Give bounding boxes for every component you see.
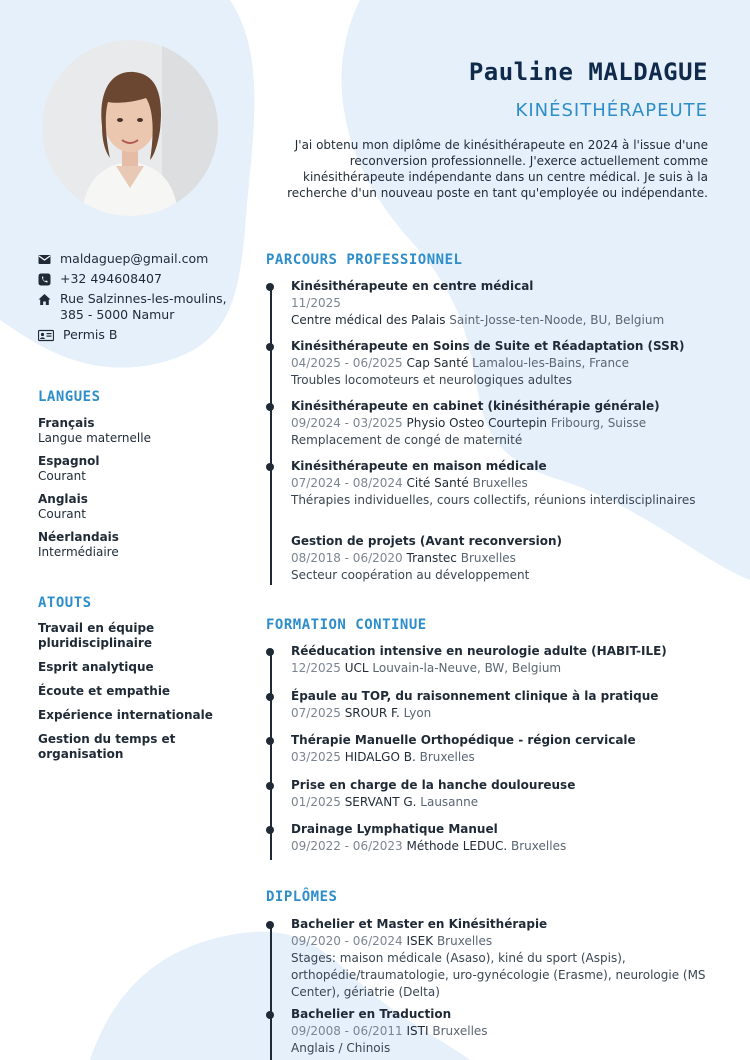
language-level: Intermédiaire [38, 545, 119, 559]
experience-heading: PARCOURS PROFESSIONNEL [266, 252, 463, 268]
entry-location: Bruxelles [432, 1024, 488, 1038]
language-name: Espagnol [38, 454, 100, 468]
training-entry [291, 643, 721, 677]
home-icon [38, 293, 51, 306]
profile-photo [42, 40, 218, 216]
timeline-dot [266, 782, 274, 790]
id-card-icon [38, 329, 54, 342]
entry-org: Cap Santé [406, 356, 469, 370]
entry-org: Cité Santé [406, 476, 469, 490]
entry-title: Kinésithérapeute en maison médicale [291, 459, 547, 473]
timeline-dot [266, 648, 274, 656]
address-text: Rue Salzinnes-les-moulins, 385 - 5000 Namur [60, 291, 227, 322]
entry-title: Drainage Lymphatique Manuel [291, 822, 498, 836]
entry-date: 09/2024 - 03/2025 [291, 416, 403, 430]
entry-date: 07/2025 [291, 706, 341, 720]
entry-title: Bachelier et Master en Kinésithérapie [291, 917, 548, 931]
job-title: KINÉSITHÉRAPEUTE [515, 100, 708, 121]
contact-license [38, 327, 238, 343]
entry-org: UCL [344, 661, 369, 675]
candidate-name: Pauline MALDAGUE [468, 58, 708, 86]
entry-date: 12/2025 [291, 661, 341, 675]
entry-title: Kinésithérapeute en centre médical [291, 279, 534, 293]
phone-text: +32 494608407 [60, 271, 162, 286]
entry-location: Bruxelles [436, 934, 493, 948]
entry-description: Secteur coopération au développement [291, 568, 530, 582]
entry-title: Épaule au TOP, du raisonnement clinique à la pratique [291, 689, 659, 703]
entry-title: Kinésithérapeute en cabinet (kinésithérapie générale) [291, 399, 660, 413]
timeline-dot [266, 1011, 274, 1019]
language-name: Français [38, 416, 95, 430]
languages-list [38, 416, 238, 568]
entry-date: 09/2022 - 06/2023 [291, 839, 403, 853]
entry-date: 09/2008 - 06/2011 [291, 1024, 403, 1038]
entry-title: Rééducation intensive en neurologie adulte (HABIT-ILE) [291, 644, 667, 658]
entry-location: Bruxelles [511, 839, 567, 853]
language-item [38, 416, 238, 446]
envelope-icon [38, 253, 51, 266]
experience-entry [291, 458, 721, 509]
language-level: Langue maternelle [38, 431, 151, 445]
entry-org: SERVANT G. [344, 795, 417, 809]
experience-entry [291, 278, 721, 329]
timeline-dot [266, 463, 274, 471]
entry-org: Centre médical des Palais [291, 313, 446, 327]
entry-description: Remplacement de congé de maternité [291, 433, 523, 447]
language-name: Anglais [38, 492, 88, 506]
entry-location: Saint-Josse-ten-Noode, BU, Belgium [449, 313, 665, 327]
entry-location: Lausanne [420, 795, 479, 809]
atouts-heading: ATOUTS [38, 595, 92, 611]
training-entry [291, 688, 721, 722]
contact-email[interactable] [38, 251, 238, 267]
diplomas-heading: DIPLÔMES [266, 889, 338, 905]
entry-org: Physio Osteo Courtepin [406, 416, 548, 430]
timeline-dot [266, 283, 274, 291]
entry-date: 04/2025 - 06/2025 [291, 356, 403, 370]
entry-location: Lamalou-les-Bains, France [472, 356, 630, 370]
entry-location: Fribourg, Suisse [550, 416, 647, 430]
entry-title: Thérapie Manuelle Orthopédique - région cervicale [291, 733, 636, 747]
training-heading: FORMATION CONTINUE [266, 617, 427, 633]
atouts-list [38, 621, 238, 771]
experience-entry [291, 338, 721, 389]
entry-description: Thérapies individuelles, cours collectifs, réunions interdisciplinaires [291, 493, 696, 507]
entry-org: ISTI [406, 1024, 429, 1038]
experience-entry [291, 398, 721, 449]
contact-info [38, 251, 238, 347]
entry-location: Bruxelles [472, 476, 528, 490]
atout-item: Travail en équipe pluridisciplinaire [38, 621, 155, 650]
training-entry [291, 732, 721, 766]
entry-title: Prise en charge de la hanche douloureuse [291, 778, 576, 792]
entry-description: Stages: maison médicale (Asaso), kiné du sport (Aspis), orthopédie/traumatologie, uro-gynécologie (Erasme), neurologie (MS Center), gériatrie (Delta) [291, 951, 706, 999]
timeline-dot [266, 693, 274, 701]
entry-org: ISEK [406, 934, 434, 948]
language-item [38, 530, 238, 560]
languages-heading: LANGUES [38, 389, 101, 405]
entry-org: SROUR F. [344, 706, 400, 720]
entry-title: Bachelier en Traduction [291, 1007, 452, 1021]
entry-date: 08/2018 - 06/2020 [291, 551, 403, 565]
entry-title: Kinésithérapeute en Soins de Suite et Réadaptation (SSR) [291, 339, 685, 353]
diploma-entry [291, 916, 711, 1001]
entry-date: 09/2020 - 06/2024 [291, 934, 403, 948]
contact-address [38, 291, 238, 323]
entry-description: Anglais / Chinois [291, 1041, 391, 1055]
entry-org: HIDALGO B. [344, 750, 416, 764]
training-entry [291, 821, 721, 855]
atout-item: Esprit analytique [38, 660, 154, 674]
training-entry [291, 777, 721, 811]
experience-timeline [270, 285, 272, 585]
entry-date: 03/2025 [291, 750, 341, 764]
license-text: Permis B [63, 327, 118, 342]
intro-paragraph: J'ai obtenu mon diplôme de kinésithérapeute en 2024 à l'issue d'une reconversion professionnelle. J'exerce actuellement comme kinésithérapeute indépendante dans un centre médical. Je suis à la recherche d'un nouveau poste en tant qu'employée ou indépendante. [287, 138, 708, 200]
entry-location: Lyon [403, 706, 432, 720]
atout-item: Écoute et empathie [38, 684, 171, 698]
entry-date: 11/2025 [291, 296, 341, 310]
atout-item: Gestion du temps et organisation [38, 732, 176, 761]
entry-date: 01/2025 [291, 795, 341, 809]
language-level: Courant [38, 507, 86, 521]
entry-date: 07/2024 - 08/2024 [291, 476, 403, 490]
entry-location: Louvain-la-Neuve, BW, Belgium [372, 661, 562, 675]
diplomas-timeline [270, 922, 272, 1060]
entry-location: Bruxelles [460, 551, 516, 565]
entry-org: Méthode LEDUC. [406, 839, 508, 853]
timeline-dot [266, 403, 274, 411]
atout-item: Expérience internationale [38, 708, 213, 722]
phone-icon [38, 273, 51, 286]
timeline-dot [266, 826, 274, 834]
entry-title: Gestion de projets (Avant reconversion) [291, 534, 562, 548]
experience-entry [291, 533, 721, 584]
language-name: Néerlandais [38, 530, 119, 544]
email-text: maldaguep@gmail.com [60, 251, 209, 266]
entry-description: Troubles locomoteurs et neurologiques adultes [291, 373, 572, 387]
contact-phone[interactable] [38, 271, 238, 287]
language-item [38, 454, 238, 484]
entry-org: Transtec [406, 551, 457, 565]
language-level: Courant [38, 469, 86, 483]
timeline-dot [266, 921, 274, 929]
timeline-dot [266, 343, 274, 351]
language-item [38, 492, 238, 522]
timeline-dot [266, 737, 274, 745]
diploma-entry [291, 1006, 721, 1057]
entry-location: Bruxelles [419, 750, 475, 764]
